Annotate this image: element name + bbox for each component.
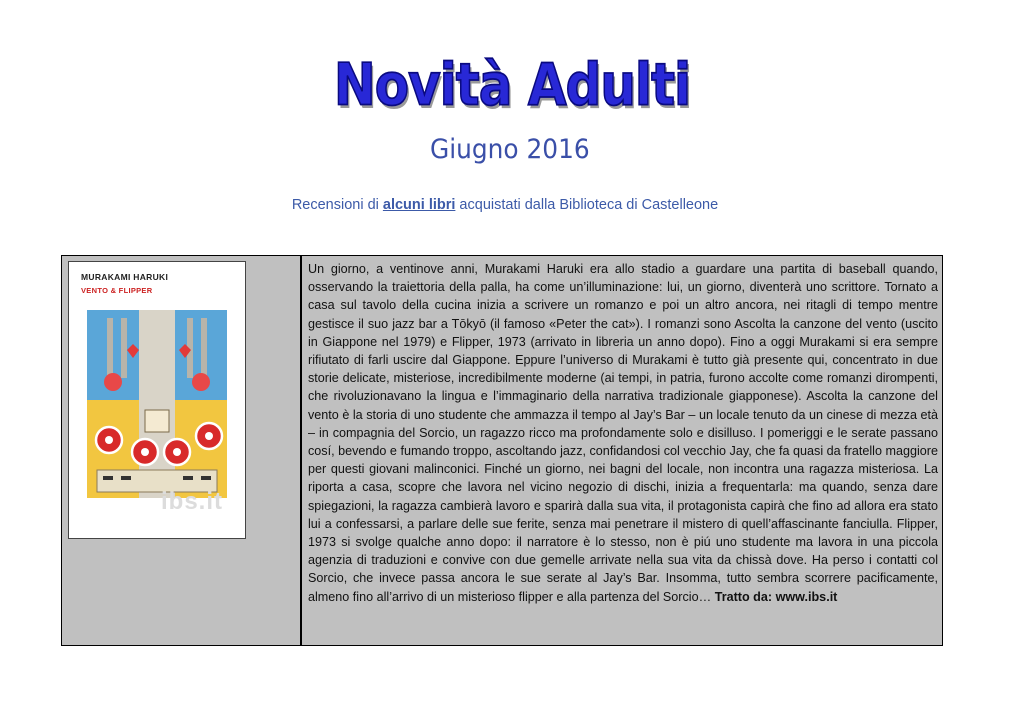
cover-watermark: ibs.it	[161, 488, 224, 515]
cover-title: VENTO & FLIPPER	[81, 286, 153, 295]
review-source: Tratto da: www.ibs.it	[714, 589, 838, 604]
cover-author: MURAKAMI HARUKI	[81, 272, 169, 282]
tagline	[0, 197, 1010, 213]
pinball-artwork-icon	[87, 310, 227, 498]
book-review	[308, 260, 938, 606]
column-divider	[300, 256, 302, 645]
book-entry	[61, 255, 943, 646]
tagline-emphasis: alcuni libri	[382, 197, 456, 213]
issue-date: Giugno 2016	[430, 134, 590, 165]
page-title: Novità Adulti	[333, 51, 691, 119]
review-text: Un giorno, a ventinove anni, Murakami Haruki era allo stadio a guardare una partita di baseball quando, osservando la traiettoria della palla, ha come un’illuminazione: lui, un giorno, diventerà uno scrittore. Tornato a casa sul tavolo della cucina inizia a scrivere un romanzo e poi un altro ancora, nei ritagli di tempo mentre gestisce il suo jazz bar a Tōkyō (il famoso «Peter the cat»). I romanzi sono Ascolta la canzone del vento (uscito in Giappone nel 1979) e Flipper, 1973 (arrivato in libreria un anno dopo). Fino a oggi Murakami si era sempre rifiutato di farli uscire dal Giappone. Eppure l’universo di Murakami è tutto già presente qui, concentrato in due storie delicate, misteriose, incredibilmente moderne (ai tempi, in patria, furono accolte come romanzi dirompenti, che rivoluzionavano la lingua e l’immaginario della narrativa tradizionale giapponese). Ascolta la canzone del vento è la storia di uno studente che ammazza il tempo al Jay’s Bar – un locale tenuto da un cinese di mezza età – in compagnia del Sorcio, un ragazzo ricco ma profondamente solo e disilluso. I pomeriggi e le serate passano cosí, bevendo e fumando troppo, ascoltando jazz, confidandosi col vecchio Jay, che fa quasi da fratello maggiore per questi giovani malinconici. Finché un giorno, nei bagni del locale, non incontra una ragazza misteriosa. La riporta a casa, scopre che lavora nel vicino negozio di dischi, inizia a frequentarla: ma quando, senza dare spiegazioni, la ragazza cambierà lavoro e sparirà dalla sua vita, il protagonista capirà che fino ad allora era stato lui a confessarsi, a parlare delle sue ferite, senza mai penetrare il mistero di quell’affascinante fanciulla. Flipper, 1973 si svolge qualche anno dopo: il narratore è lo stesso, non è piú uno studente ma lavora in una piccola agenzia di traduzioni e convive con due gemelle arrivate nella sua vita da chissà dove. Ha perso i contatti col Sorcio, che invece passa ancora le sue serate al Jay’s Bar. Insomma, tutto sembra scorrere pacificamente, almeno fino all’arrivo di un misterioso flipper e alla partenza del Sorcio…	[308, 262, 938, 604]
tagline-suffix: acquistati dalla Biblioteca di Castelleone	[455, 197, 719, 213]
tagline-prefix: Recensioni di	[291, 197, 383, 213]
book-cover	[68, 261, 246, 539]
